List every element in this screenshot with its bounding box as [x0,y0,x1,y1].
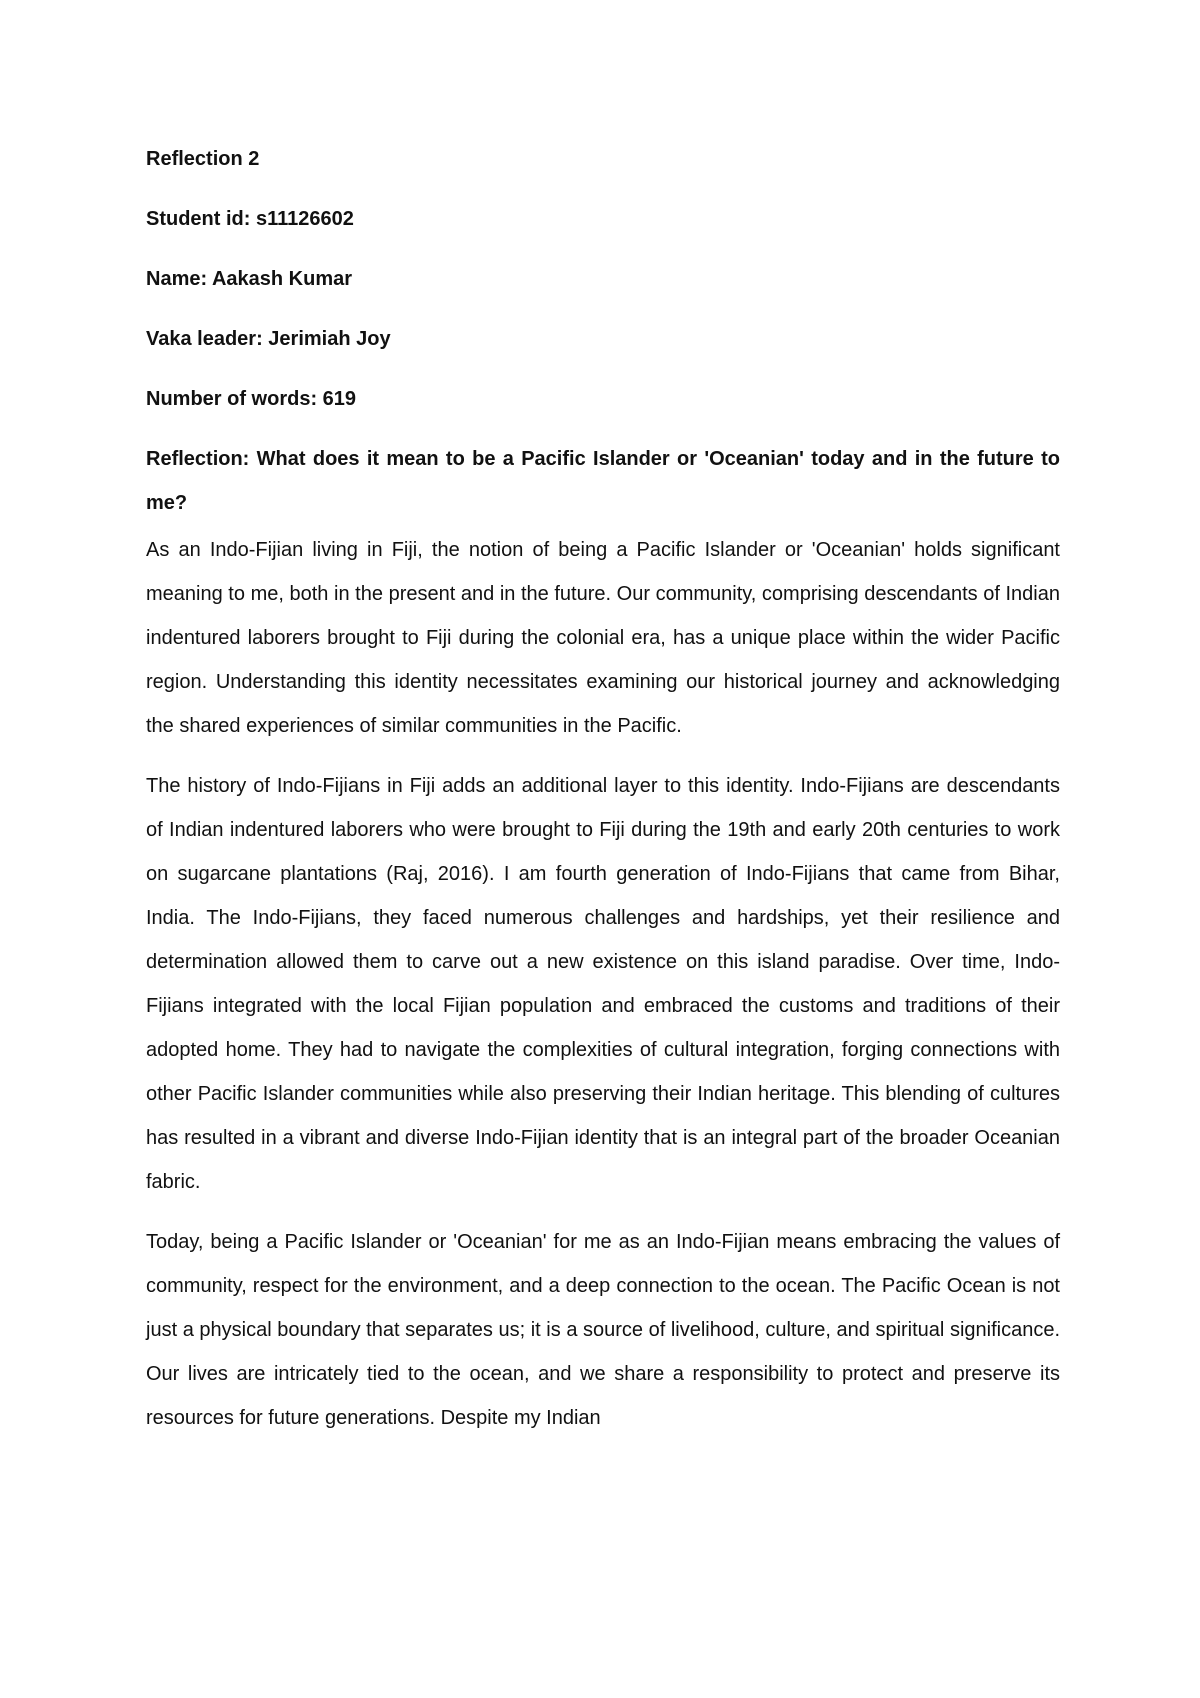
reflection-question: Reflection: What does it mean to be a Pacific Islander or 'Oceanian' today and in the future to me? [146,448,1060,514]
document-body [146,144,1060,1440]
vaka-leader: Vaka leader: Jerimiah Joy [146,328,391,350]
word-count: Number of words: 619 [146,388,357,410]
student-name: Name: Aakash Kumar [146,268,353,290]
student-id: Student id: s11126602 [146,208,354,230]
document-title: Reflection 2 [146,148,260,170]
paragraph-1: As an Indo-Fijian living in Fiji, the notion of being a Pacific Islander or 'Oceanian' holds significant meaning to me, both in the present and in the future. Our community, comprising descendants of Indian indentured laborers brought to Fiji during the colonial era, has a unique place within the wider Pacific region. Understanding this identity necessitates examining our historical journey and acknowledging the shared experiences of similar communities in the Pacific. [146,539,1060,737]
paragraph-3: Today, being a Pacific Islander or 'Oceanian' for me as an Indo-Fijian means embracing the values of community, respect for the environment, and a deep connection to the ocean. The Pacific Ocean is not just a physical boundary that separates us; it is a source of livelihood, culture, and spiritual significance. Our lives are intricately tied to the ocean, and we share a responsibility to protect and preserve its resources for future generations. Despite my Indian [146,1231,1060,1429]
paragraph-2: The history of Indo-Fijians in Fiji adds an additional layer to this identity. Indo-Fijians are descendants of Indian indentured laborers who were brought to Fiji during the 19th and early 20th centuries to work on sugarcane plantations (Raj, 2016). I am fourth generation of Indo-Fijians that came from Bihar, India. The Indo-Fijians, they faced numerous challenges and hardships, yet their resilience and determination allowed them to carve out a new existence on this island paradise. Over time, Indo-Fijians integrated with the local Fijian population and embraced the customs and traditions of their adopted home. They had to navigate the complexities of cultural integration, forging connections with other Pacific Islander communities while also preserving their Indian heritage. This blending of cultures has resulted in a vibrant and diverse Indo-Fijian identity that is an integral part of the broader Oceanian fabric. [146,775,1060,1193]
